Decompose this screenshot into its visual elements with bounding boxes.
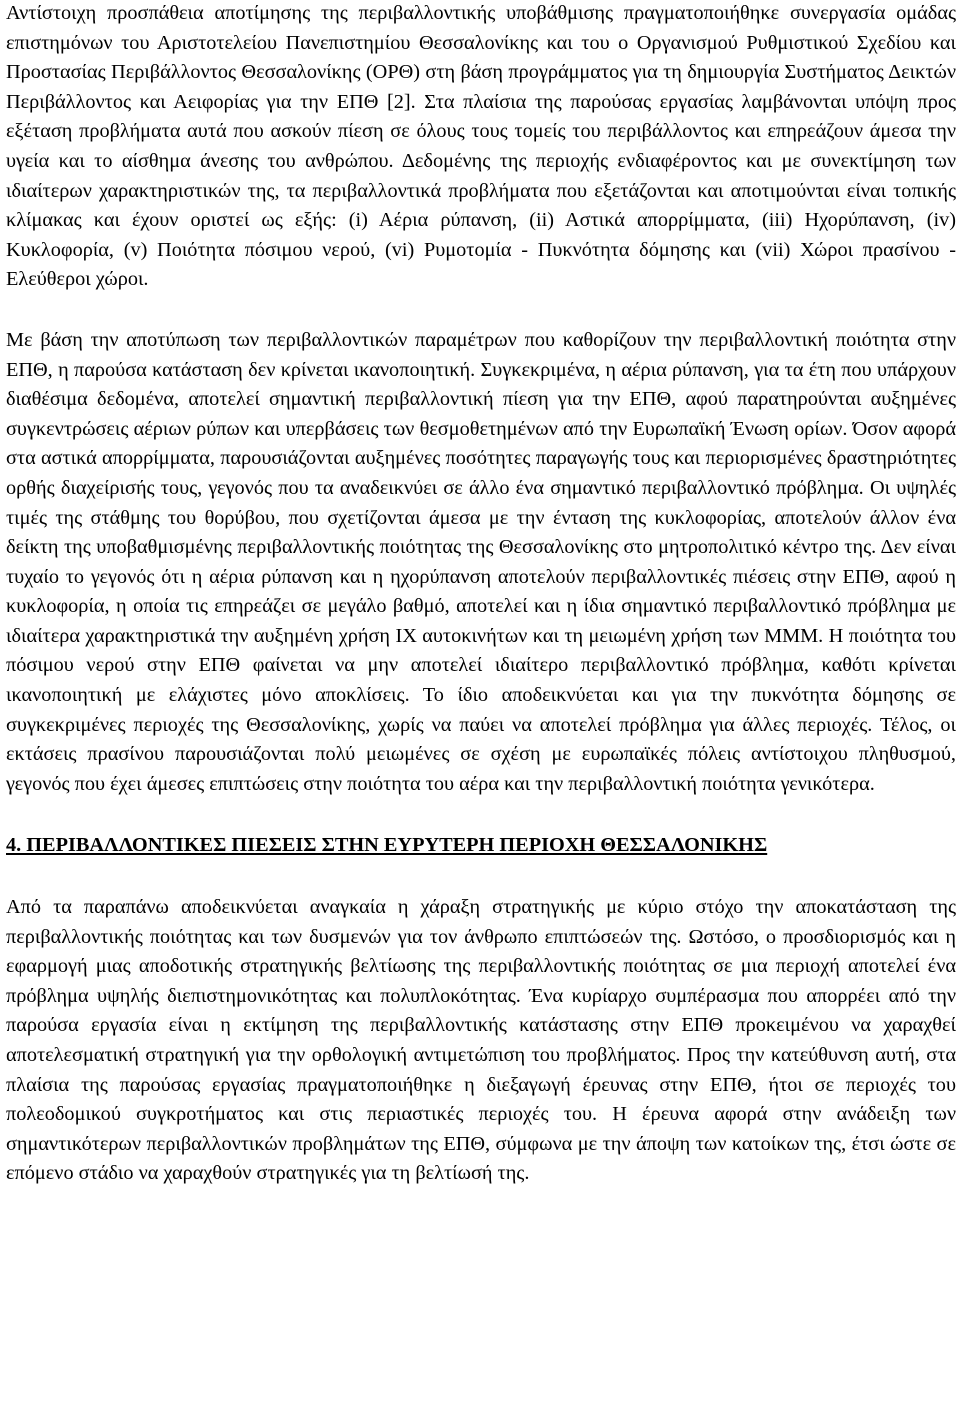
paragraph-strategy: Από τα παραπάνω αποδεικνύεται αναγκαία η χάραξη στρατηγικής με κύριο στόχο την αποκατάσταση της περιβαλλοντικής ποιότητας και των δυσμενών για τον άνθρωπο επιπτώσεών της. Ωστόσο, ο προσδιορισμός και η εφαρμογή μιας αποδοτικής στρατηγικής βελτίωσης της περιβαλλοντικής ποιότητας σε μια περιοχή αποτελεί ένα πρόβλημα υψηλής διεπιστημονικότητας και πολυπλοκότητας. Ένα κυρίαρχο συμπέρασμα που απορρέει από την παρούσα εργασία είναι η εκτίμηση της περιβαλλοντικής κατάστασης στην ΕΠΘ προκειμένου να χαραχθεί αποτελεσματική στρατηγική για την ορθολογική αντιμετώπιση του προβλήματος. Προς την κατεύθυνση αυτή, στα πλαίσια της παρούσας εργασίας πραγματοποιήθηκε η διεξαγωγή έρευνας στην ΕΠΘ, ήτοι σε περιοχές του πολεοδομικού συγκροτήματος και στις περιαστικές περιοχές του. Η έρευνα αφορά στην ανάδειξη των σημαντικότερων περιβαλλοντικών προβλημάτων της ΕΠΘ, σύμφωνα με την άποψη των κατοίκων της, έτσι ώστε σε επόμενο στάδιο να χαραχθούν στρατηγικές για τη βελτίωσή της. — [6, 896, 956, 1185]
document-page — [6, 0, 956, 1189]
paragraph-assessment-intro: Αντίστοιχη προσπάθεια αποτίμησης της περιβαλλοντικής υποβάθμισης πραγματοποιήθηκε συνεργασία ομάδας επιστημόνων του Αριστοτελείου Πανεπιστημίου Θεσσαλονίκης και του ο Οργανισμού Ρυθμιστικού Σχεδίου και Προστασίας Περιβάλλοντος Θεσσαλονίκης (ΟΡΘ) στη βάση προγράμματος για τη δημιουργία Συστήματος Δεικτών Περιβάλλοντος και Αειφορίας για την ΕΠΘ [2]. Στα πλαίσια της παρούσας εργασίας λαμβάνονται υπόψη προς εξέταση προβλήματα αυτά που ασκούν πίεση σε όλους τους τομείς του περιβάλλοντος και επηρεάζουν άμεσα την υγεία και το αίσθημα άνεσης του ανθρώπου. Δεδομένης της περιοχής ενδιαφέροντος και με συνεκτίμηση των ιδιαίτερων χαρακτηριστικών της, τα περιβαλλοντικά προβλήματα που εξετάζονται και αποτιμούνται είναι τοπικής κλίμακας και έχουν οριστεί ως εξής: (i) Αέρια ρύπανση, (ii) Αστικά απορρίμματα, (iii) Ηχορύπανση, (iv) Κυκλοφορία, (v) Ποιότητα πόσιμου νερού, (vi) Ρυμοτομία - Πυκνότητα δόμησης και (vii) Χώροι πρασίνου - Ελεύθεροι χώροι. — [6, 2, 956, 291]
section-heading: 4. ΠΕΡΙΒΑΛΛΟΝΤΙΚΕΣ ΠΙΕΣΕΙΣ ΣΤΗΝ ΕΥΡΥΤΕΡΗ ΠΕΡΙΟΧΗ ΘΕΣΣΑΛΟΝΙΚΗΣ — [6, 834, 768, 857]
paragraph-current-state: Με βάση την αποτύπωση των περιβαλλοντικών παραμέτρων που καθορίζουν την περιβαλλοντική ποιότητα στην ΕΠΘ, η παρούσα κατάσταση δεν κρίνεται ικανοποιητική. Συγκεκριμένα, η αέρια ρύπανση, για τα έτη που υπάρχουν διαθέσιμα δεδομένα, αποτελεί σημαντική περιβαλλοντική πίεση για την ΕΠΘ, αφού παρατηρούνται αυξημένες συγκεντρώσεις αέριων ρύπων και υπερβάσεις των θεσμοθετημένων από την Ευρωπαϊκή Ένωση ορίων. Όσον αφορά στα αστικά απορρίμματα, παρουσιάζονται αυξημένες ποσότητες παραγωγής τους και περιορισμένες δραστηριότητες ορθής διαχείρισής τους, γεγονός που τα αναδεικνύει σε άλλο ένα σημαντικό περιβαλλοντικό πρόβλημα. Οι υψηλές τιμές της στάθμης του θορύβου, που σχετίζονται άμεσα με την ένταση της κυκλοφορίας, αποτελούν άλλον ένα δείκτη της υποβαθμισμένης περιβαλλοντικής ποιότητας της Θεσσαλονίκης στο μητροπολιτικό κέντρο της. Δεν είναι τυχαίο το γεγονός ότι η αέρια ρύπανση και η ηχορύπανση αποτελούν περιβαλλοντικές πιέσεις στην ΕΠΘ, αφού η κυκλοφορία, η οποία τις επηρεάζει σε μεγάλο βαθμό, αποτελεί και η ίδια σημαντικό περιβαλλοντικό πρόβλημα με ιδιαίτερα χαρακτηριστικά την αυξημένη χρήση ΙΧ αυτοκινήτων και τη μειωμένη χρήση των ΜΜΜ. Η ποιότητα του πόσιμου νερού στην ΕΠΘ φαίνεται να μην αποτελεί ιδιαίτερο περιβαλλοντικό πρόβλημα, καθότι κρίνεται ικανοποιητική με ελάχιστες μόνο αποκλίσεις. Το ίδιο αποδεικνύεται και για την πυκνότητα δόμησης σε συγκεκριμένες περιοχές της Θεσσαλονίκης, χωρίς να παύει να αποτελεί πρόβλημα για άλλες περιοχές. Τέλος, οι εκτάσεις πρασίνου παρουσιάζονται πολύ μειωμένες σε σχέση με ευρωπαϊκές πόλεις αντίστοιχου πληθυσμού, γεγονός που έχει άμεσες επιπτώσεις στην ποιότητα του αέρα και την περιβαλλοντική ποιότητα γενικότερα. — [6, 328, 956, 795]
